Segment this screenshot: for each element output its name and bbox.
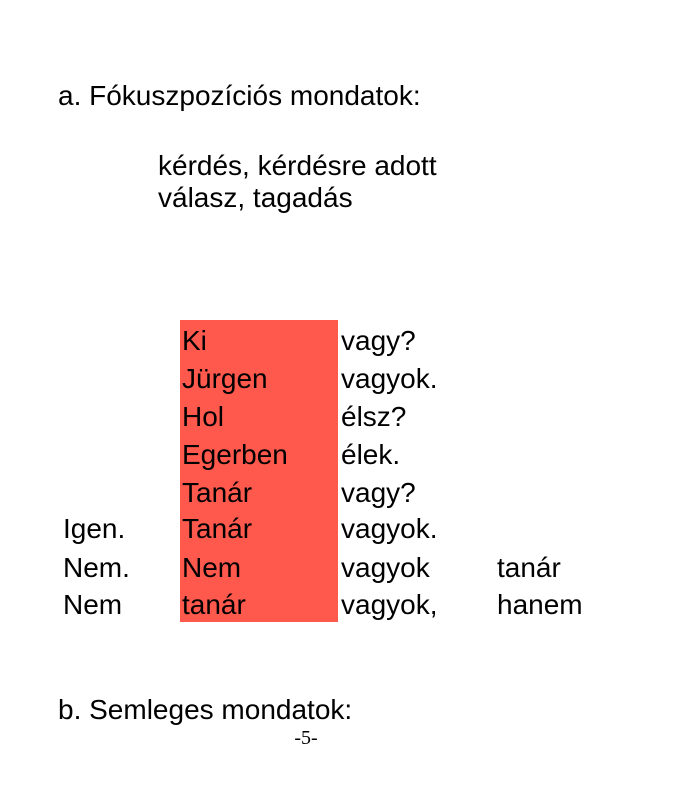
focus-word: Egerben — [182, 439, 288, 470]
example-row — [0, 436, 700, 474]
example-row — [0, 586, 700, 624]
verb-word: vagyok, — [341, 589, 438, 620]
section-b-heading: b. Semleges mondatok: — [58, 694, 353, 725]
focus-word: tanár — [182, 589, 246, 620]
example-sentence-grid — [0, 320, 583, 630]
description-line-2: válasz, tagadás — [158, 182, 353, 213]
rest-word: hanem — [497, 589, 583, 620]
focus-word: Hol — [182, 401, 225, 432]
focus-word: Nem — [182, 552, 242, 583]
focus-word: Jürgen — [182, 363, 268, 394]
verb-word: vagy? — [341, 477, 416, 508]
verb-word: vagy? — [341, 325, 416, 356]
section-a-heading: a. Fókuszpozíciós mondatok: — [58, 80, 421, 111]
row-prefix: Nem — [63, 589, 123, 620]
description-line-1: kérdés, kérdésre adott — [158, 150, 437, 181]
verb-word: vagyok. — [341, 513, 438, 544]
verb-word: vagyok — [341, 552, 430, 583]
example-row — [0, 322, 700, 360]
verb-word: élek. — [341, 439, 401, 470]
focus-word: Ki — [182, 325, 207, 356]
example-row — [0, 474, 700, 512]
rest-word: tanár — [497, 552, 561, 583]
page-number: -5- — [294, 727, 318, 749]
example-row — [0, 398, 700, 436]
focus-word: Tanár — [182, 477, 253, 508]
section-a-description — [158, 150, 437, 214]
example-row — [0, 360, 700, 398]
verb-word: élsz? — [341, 401, 407, 432]
focus-word: Tanár — [182, 513, 253, 544]
verb-word: vagyok. — [341, 363, 438, 394]
example-row — [0, 549, 700, 587]
row-prefix: Nem. — [63, 552, 130, 583]
row-prefix: Igen. — [63, 513, 126, 544]
example-row — [0, 510, 700, 548]
